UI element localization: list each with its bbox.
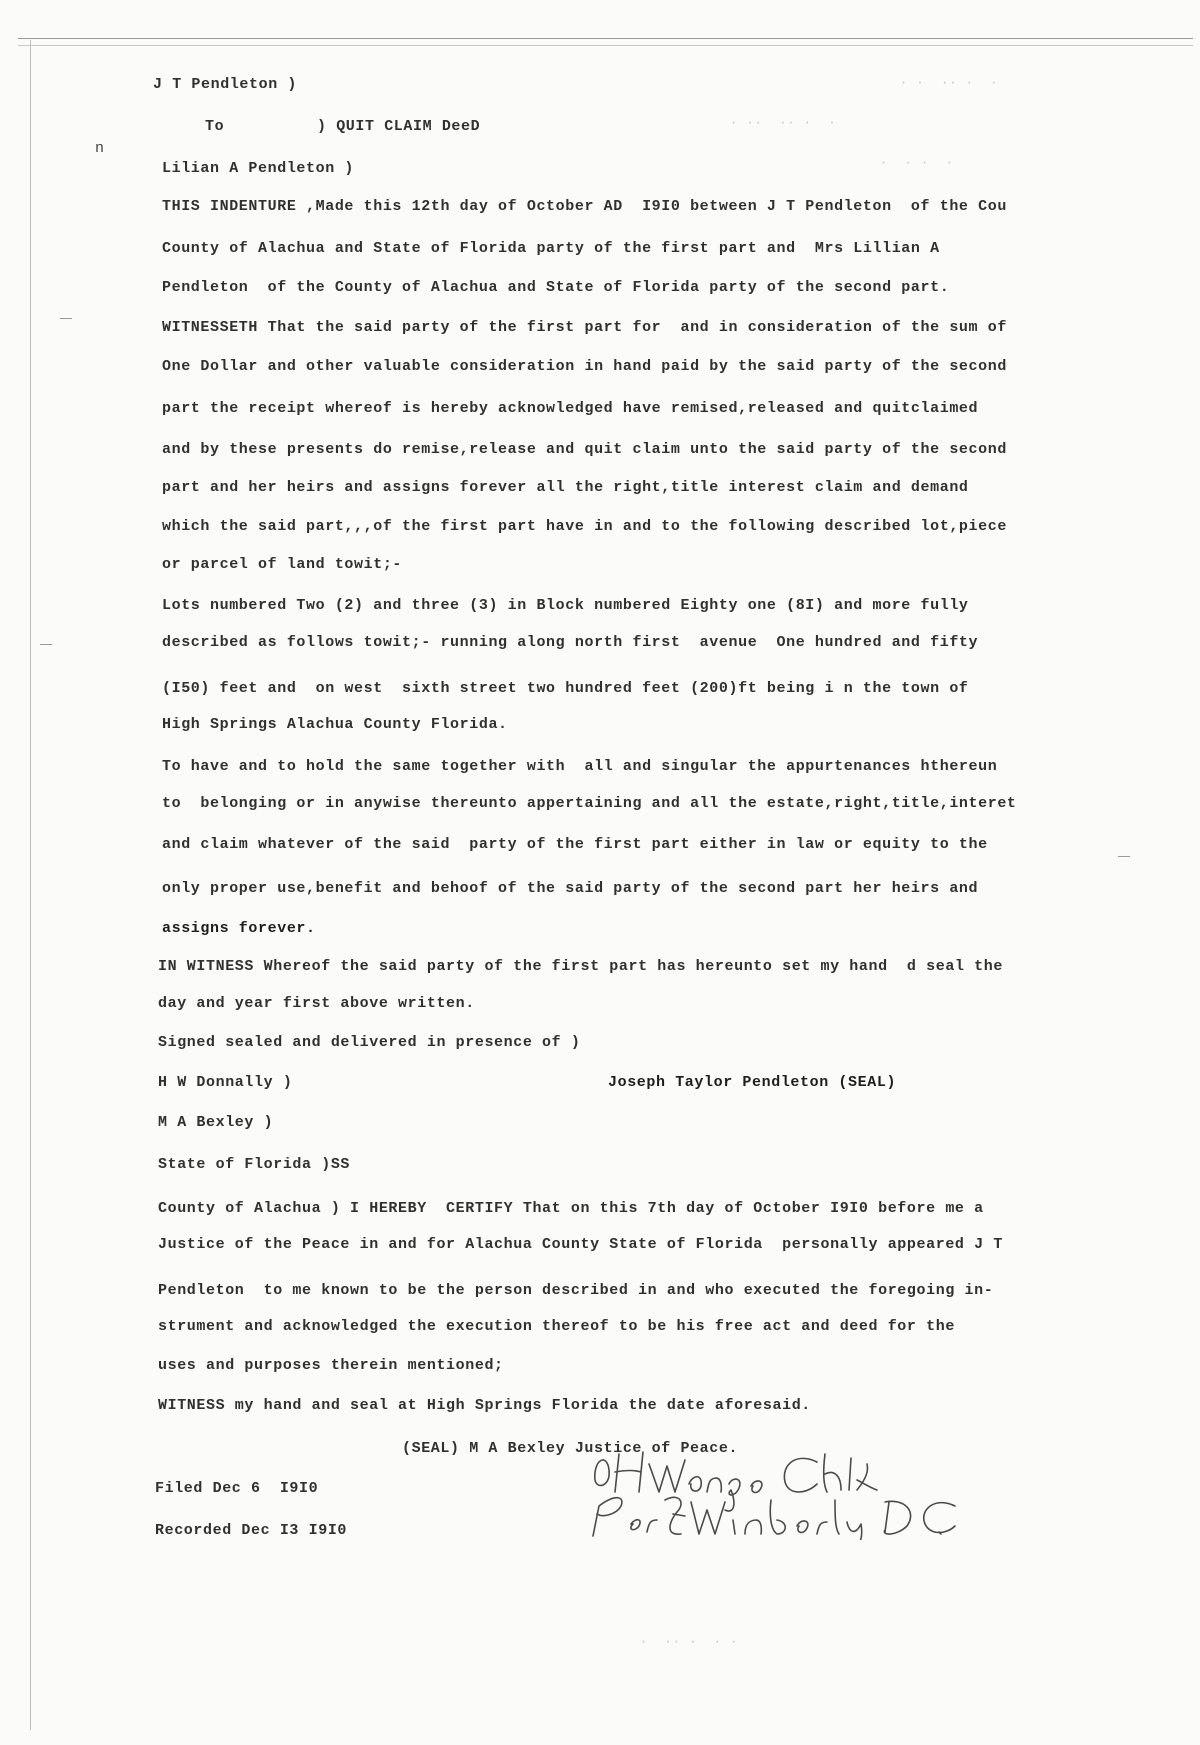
page-top-edge [18,38,1193,46]
body-line: and claim whatever of the said party of the first part either in law or equity to the [162,836,988,853]
acknowledgment-line: uses and purposes therein mentioned; [158,1357,504,1374]
acknowledgment-line: Justice of the Peace in and for Alachua County State of Florida personally appeared J T [158,1236,1003,1253]
body-line: To have and to hold the same together with all and singular the appurtenances hthereun [162,758,998,775]
acknowledgment-line: Pendleton to me known to be the person described in and who executed the foregoing in- [158,1282,994,1299]
body-line: High Springs Alachua County Florida. [162,716,508,733]
witness-name: H W Donnally ) [158,1074,293,1091]
bleed-through-mark: · · ·· · · [900,76,999,90]
filed-date: Filed Dec 6 I9I0 [155,1480,319,1497]
acknowledgment-line: WITNESS my hand and seal at High Springs Florida the date aforesaid. [158,1397,811,1414]
body-line: day and year first above written. [158,995,475,1012]
page-left-edge [30,40,31,1730]
grantor-signature: Joseph Taylor Pendleton (SEAL) [608,1074,897,1091]
bleed-through-mark: · ·· ·· · · [730,116,837,130]
margin-tick [60,318,72,319]
body-line: or parcel of land towit;- [162,556,403,573]
witness-name: M A Bexley ) [158,1114,274,1131]
body-line: only proper use,benefit and behoof of the said party of the second part her heirs and [162,880,979,897]
body-line: described as follows towit;- running along north first avenue One hundred and fifty [162,634,979,651]
body-line: part and her heirs and assigns forever all the right,title interest claim and demand [162,479,969,496]
body-line: County of Alachua and State of Florida party of the first part and Mrs Lillian A [162,240,940,257]
body-line: to belonging or in anywise thereunto appertaining and all the estate,right,title,interet [162,795,1017,812]
body-line: Pendleton of the County of Alachua and State of Florida party of the second part. [162,279,950,296]
body-line: Lots numbered Two (2) and three (3) in Block numbered Eighty one (8I) and more fully [162,597,969,614]
caption-grantor: J T Pendleton ) [153,76,298,93]
body-line: which the said part,,,of the first part have in and to the following described lot,piece [162,518,1007,535]
clerk-signature-graphic [585,1440,965,1540]
body-line: and by these presents do remise,release and quit claim unto the said party of the second [162,441,1007,458]
acknowledgment-line: strument and acknowledged the execution thereof to be his free act and deed for the [158,1318,955,1335]
clerk-signature [585,1440,965,1540]
acknowledgment-state: State of Florida )SS [158,1156,351,1173]
acknowledgment-line: County of Alachua ) I HEREBY CERTIFY That on this 7th day of October I9I0 before me a [158,1200,984,1217]
caption-deed-type: ) QUIT CLAIM DeeD [317,118,481,135]
body-line: assigns forever. [162,920,316,937]
body-line: part the receipt whereof is hereby acknowledged have remised,released and quitclaimed [162,400,979,417]
caption-to: To [205,118,225,135]
margin-mark: n [95,140,105,157]
margin-tick [40,644,52,645]
body-line: (I50) feet and on west sixth street two hundred feet (200)ft being i n the town of [162,680,969,697]
body-line: Signed sealed and delivered in presence of ) [158,1034,581,1051]
body-line: WITNESSETH That the said party of the first part for and in consideration of the sum of [162,319,1007,336]
caption-grantee: Lilian A Pendleton ) [162,160,355,177]
margin-tick [1118,856,1130,857]
recorded-date: Recorded Dec I3 I9I0 [155,1522,348,1539]
body-line: THIS INDENTURE ,Made this 12th day of October AD I9I0 between J T Pendleton of the Cou [162,198,1007,215]
justice-signature: (SEAL) M A Bexley Justice of Peace. [402,1440,739,1457]
body-line: One Dollar and other valuable consideration in hand paid by the said party of the second [162,358,1007,375]
bleed-through-mark: · · · · [880,156,954,170]
bleed-through-mark: · ·· · · · [640,1635,739,1649]
body-line: IN WITNESS Whereof the said party of the first part has hereunto set my hand d seal the [158,958,1003,975]
